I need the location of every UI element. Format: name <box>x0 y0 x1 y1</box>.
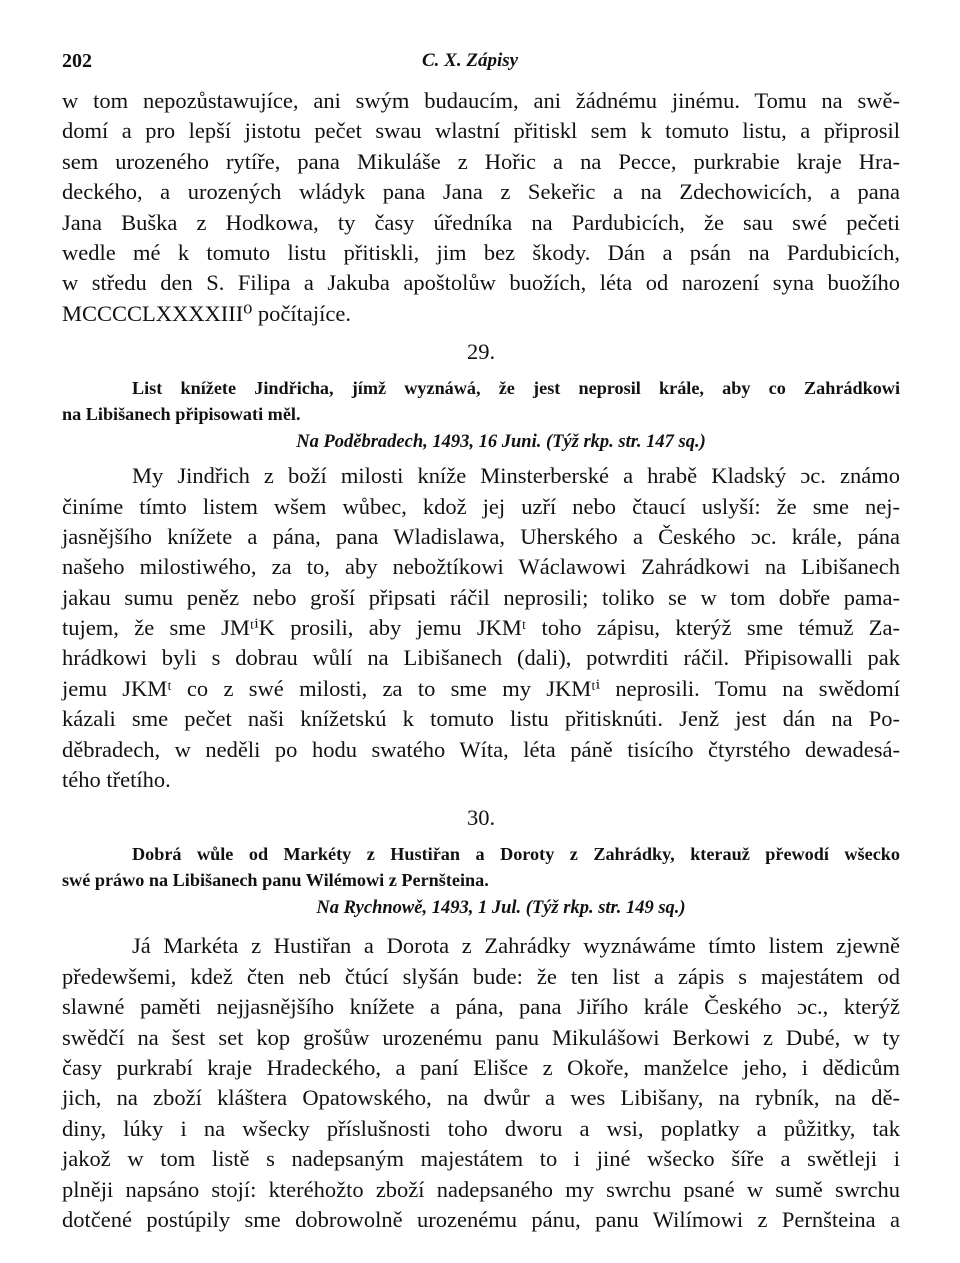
text-line: domí a pro lepší jistotu pečet swau wlastní přitiskl sem k tomuto listu, a připrosil <box>62 118 900 144</box>
text-line: tujem, že sme JMᵗⁱK prosili, aby jemu JKMᵗ toho zápisu, kterýž sme témuž Za- <box>62 615 900 641</box>
text-line: deckého, a urozených wládyk pana Jana z Sekeřic a na Zdechowicích, a pana <box>62 179 900 205</box>
document-summary <box>62 841 900 893</box>
continuation-paragraph <box>62 86 900 329</box>
page <box>62 50 900 1235</box>
text-line: kázali sme pečet naši knížetskú k tomuto listu přitisknúti. Jenž jest dán na Po- <box>62 706 900 732</box>
document-number: 30. <box>466 805 496 831</box>
document-text <box>62 931 900 1235</box>
summary-line: na Libišanech připisowati měl. <box>62 404 301 425</box>
text-line: děbradech, w neděli po hodu swatého Wíta, léta páně tisícího čtyrstého dewadesá- <box>62 736 900 762</box>
text-line: w středu den S. Filipa a Jakuba apoštolůw buožích, léta od narození syna buožího <box>62 270 900 296</box>
summary-line: List knížete Jindřicha, jímž wyznáwá, že jest neprosil krále, aby co Zahrádkowi <box>132 378 900 399</box>
text-line: Jana Buška z Hodkowa, ty časy úředníka na Pardubicích, že sau swé pečeti <box>62 209 900 235</box>
text-line: My Jindřich z boží milosti kníže Minsterberské a hrabě Kladský ɔc. známo <box>132 463 900 489</box>
running-head: C. X. Zápisy <box>422 50 519 71</box>
text-line: MCCCCLXXXXIII⁰ počítajíce. <box>62 300 351 326</box>
text-line: předewšemi, kdež čten neb čtúcí slyšán bude: že ten list a zápis s majestátem od <box>62 963 900 989</box>
document-text <box>62 461 900 795</box>
document-number: 29. <box>466 339 496 365</box>
text-line: diny, lúky i na wšecky příslušnosti toho dworu a wsi, poplatky a půžitky, tak <box>62 1115 900 1141</box>
summary-line: swé práwo na Libišanech panu Wilémowi z Pernšteina. <box>62 870 489 891</box>
text-line: jasnějšího knížete a pána, pana Wladislawa, Uherského a Českého ɔc. krále, pána <box>62 523 900 549</box>
text-line: jakau sumu peněz nebo groší připsati ráčil neprosili; toliko se w tom dobře pama- <box>62 584 900 610</box>
document-source: Na Poděbradech, 1493, 16 Juni. (Týž rkp. str. 147 sq.) <box>296 432 706 453</box>
text-line: časy purkrabí kraje Hradeckého, a paní Elišce z Okoře, manželce jeho, i dědicům <box>62 1054 900 1080</box>
document-summary <box>62 375 900 427</box>
text-line: slawné paměti nejjasnějšího knížete a pána, pana Jiřího krále Českého ɔc., kterýž <box>62 994 900 1020</box>
text-line: plněji napsáno stojí: kteréhožto zboží nadepsaného my swrchu psané w sumě swrchu <box>62 1176 900 1202</box>
text-line: dotčené postúpily sme dobrowolně urozenému pánu, panu Wilímowi z Pernšteina a <box>62 1206 900 1232</box>
page-header <box>62 50 900 86</box>
document-source: Na Rychnowě, 1493, 1 Jul. (Týž rkp. str. 149 sq.) <box>316 898 686 919</box>
text-line: wedle mé k tomuto listu přitiskli, jim bez škody. Dán a psán na Pardubicích, <box>62 239 900 265</box>
text-line: Já Markéta z Hustiřan a Dorota z Zahrádky wyznáwáme tímto listem zjewně <box>132 933 900 959</box>
page-number: 202 <box>62 50 92 72</box>
summary-line: Dobrá wůle od Markéty z Hustiřan a Doroty z Zahrádky, kterauž přewodí wšecko <box>132 844 900 865</box>
text-line: jakož w tom listě s nadepsaným majestátem to i jiné wšecko šíře a swětleji i <box>62 1146 900 1172</box>
text-line: tého třetího. <box>62 767 171 793</box>
text-line: jemu JKMᵗ co z swé milosti, za to sme my JKMᵗⁱ neprosili. Tomu na swědomí <box>62 675 900 701</box>
text-line: hrádkowi byli s dobrau wůlí na Libišanech (dali), potwrditi ráčil. Připisowalli pak <box>62 645 900 671</box>
text-line: našeho milostiwého, za to, aby nebožtíkowi Wáclawowi Zahrádkowi na Libišanech <box>62 554 900 580</box>
text-line: jich, na zboží kláštera Opatowského, na dwůr a wes Libišany, na rybník, na dě- <box>62 1085 900 1111</box>
text-line: swědčí na šest set kop grošůw urozenému panu Mikulášowi Berkowi z Dubé, w ty <box>62 1024 900 1050</box>
text-line: sem urozeného rytíře, pana Mikuláše z Hořic a na Pecce, purkrabie kraje Hra- <box>62 148 900 174</box>
text-line: činíme tímto listem wšem wůbec, kdož jej uzří nebo čtaucí uslyší: že sme nej- <box>62 493 900 519</box>
text-line: w tom nepozůstawujíce, ani swým budaucím, ani žádnému jinému. Tomu na swě- <box>62 88 900 113</box>
